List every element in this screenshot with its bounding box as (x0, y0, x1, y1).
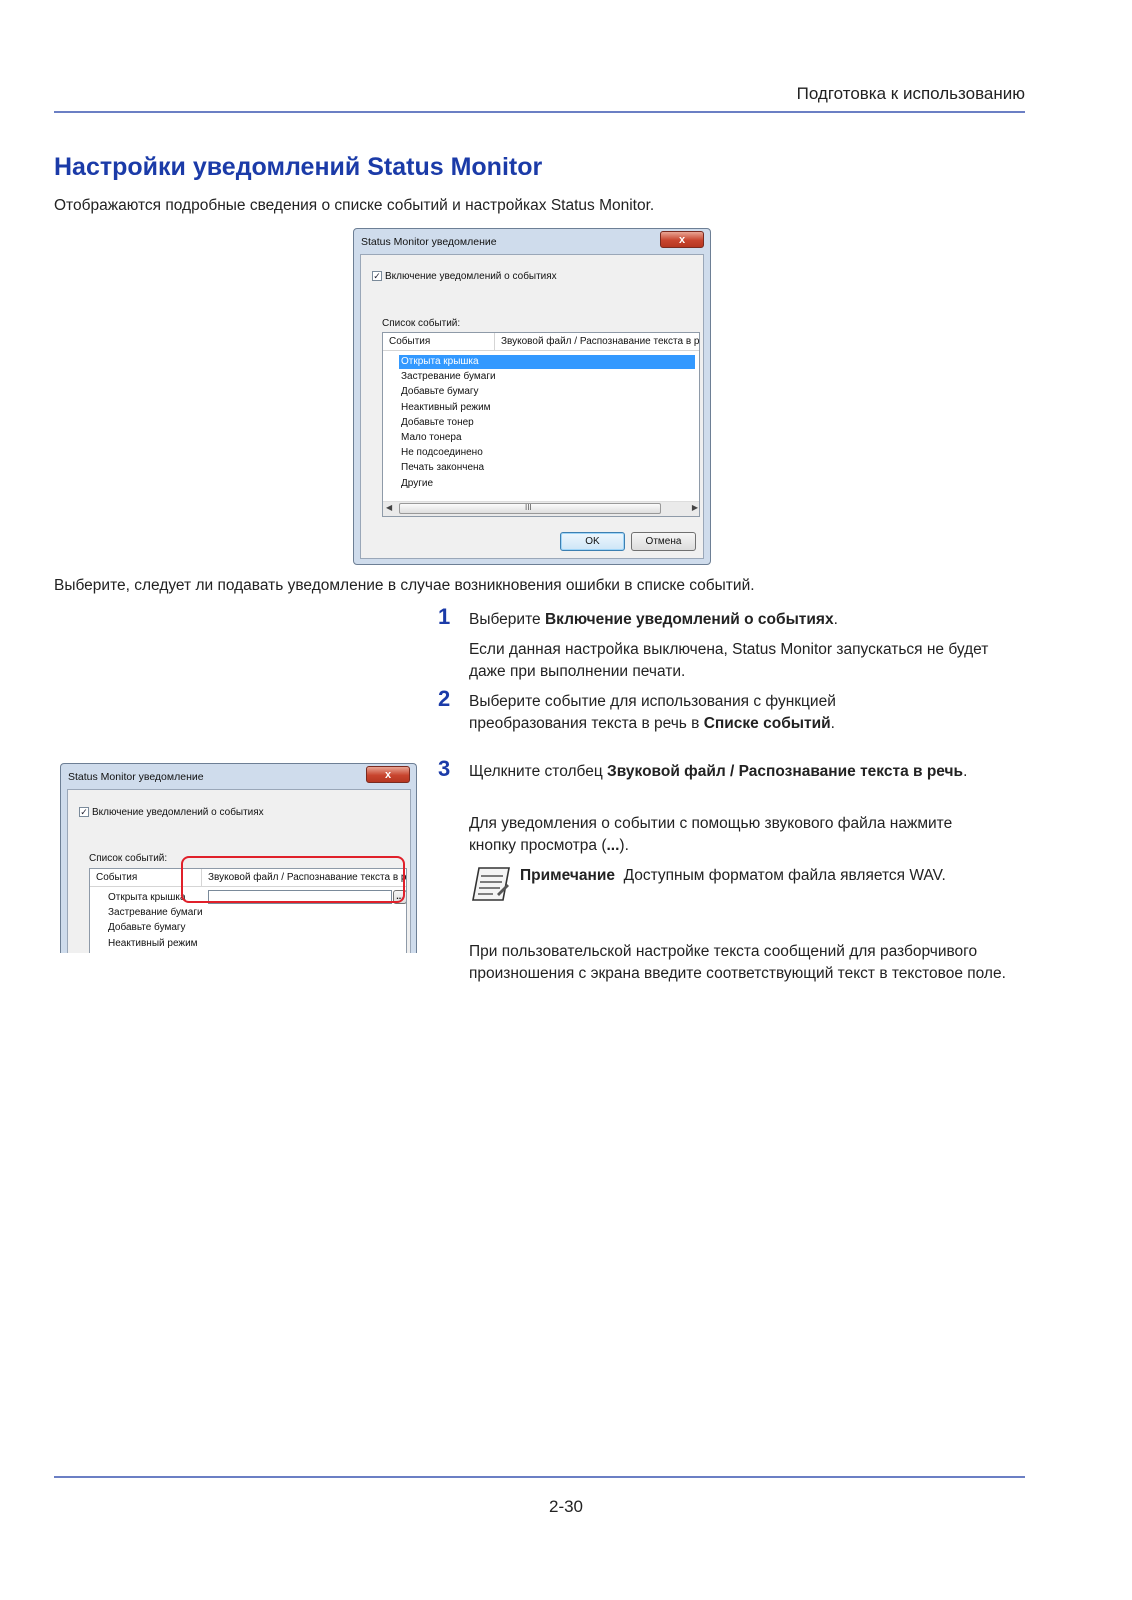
column-divider (494, 333, 495, 351)
close-button[interactable]: x (660, 231, 704, 248)
cancel-button[interactable]: Отмена (631, 532, 696, 551)
dialog-title: Status Monitor уведомление (361, 236, 497, 248)
ok-button[interactable]: OK (560, 532, 625, 551)
step-text-end: . (833, 611, 838, 628)
dialog-title: Status Monitor уведомление (68, 771, 204, 783)
event-notify-checkbox[interactable]: ✓ (80, 807, 88, 817)
page-title: Настройки уведомлений Status Monitor (54, 153, 543, 181)
scroll-grip: III (525, 503, 532, 512)
header-rule (54, 111, 1025, 113)
scroll-right-arrow-icon[interactable]: ▶ (691, 503, 698, 512)
step-bold-term: Звуковой файл / Распознавание текста в речь (607, 763, 964, 780)
event-list-label: Список событий: (382, 318, 461, 329)
event-list-label: Список событий: (89, 853, 168, 864)
event-list[interactable] (382, 332, 700, 517)
footer-rule (54, 1476, 1025, 1478)
event-row[interactable]: Другие (401, 477, 434, 489)
step-text-end: . (830, 715, 835, 732)
event-row[interactable]: Открыта крышка (399, 355, 695, 369)
step-number: 1 (438, 604, 451, 629)
event-row[interactable]: Неактивный режим (401, 401, 491, 413)
event-row[interactable]: Добавьте тонер (401, 416, 474, 428)
column-header-sound[interactable]: Звуковой файл / Распознавание текста в р (208, 872, 406, 883)
event-notify-label: Включение уведомлений о событиях (385, 271, 557, 282)
page-number: 2-30 (548, 1497, 584, 1516)
running-header: Подготовка к использованию (796, 84, 1025, 103)
status-monitor-dialog (353, 228, 711, 565)
column-header-events[interactable]: События (96, 872, 138, 883)
event-row[interactable]: Застревание бумаги (108, 907, 203, 919)
highlight-callout (181, 856, 405, 903)
note-label: Примечание (520, 867, 615, 884)
horizontal-scrollbar[interactable] (383, 501, 700, 516)
step-bold-term: Включение уведомлений о событиях (544, 611, 834, 628)
browse-glyph: ... (606, 837, 620, 854)
select-instruction: Выберите, следует ли подавать уведомление в случае возникновения ошибки в списке событий. (54, 577, 755, 594)
browse-button[interactable]: ... (393, 890, 407, 904)
event-row[interactable]: Застревание бумаги (401, 371, 496, 383)
list-header (383, 333, 700, 351)
step-text-end: . (963, 763, 968, 780)
step-1-text (469, 609, 1009, 631)
note-body: Доступным форматом файла является WAV. (623, 867, 946, 884)
event-row[interactable]: Неактивный режим (108, 937, 198, 949)
status-monitor-dialog-cropped (60, 763, 417, 953)
intro-text: Отображаются подробные сведения о списке событий и настройках Status Monitor. (54, 197, 655, 214)
detail-text: Для уведомления о событии с помощью звукового файла нажмите кнопку просмотра ( (469, 815, 953, 854)
event-notify-label: Включение уведомлений о событиях (92, 807, 264, 818)
custom-text-instruction: При пользовательской настройке текста сообщений для разборчивого произношения с экрана введите соответствующий текст в текстовое поле. (469, 943, 1006, 982)
event-row[interactable]: Не подсоединено (401, 447, 483, 459)
note-text (520, 865, 1000, 887)
note-icon (469, 864, 513, 904)
column-header-sound[interactable]: Звуковой файл / Распознавание текста в р (501, 336, 699, 347)
step-3-detail (469, 813, 969, 857)
step-text: Выберите (469, 611, 545, 628)
step-text: Щелкните столбец (469, 763, 608, 780)
event-row[interactable]: Печать закончена (401, 462, 485, 474)
step-2-text (469, 691, 909, 735)
step-number: 2 (438, 686, 451, 711)
event-row[interactable]: Открыта крышка (108, 892, 186, 903)
close-button[interactable]: x (366, 766, 410, 783)
event-notify-checkbox[interactable]: ✓ (373, 271, 381, 281)
event-row[interactable]: Мало тонера (401, 432, 462, 443)
event-row[interactable]: Добавьте бумагу (401, 386, 479, 398)
step-bold-term: Списке событий (703, 715, 831, 732)
step-3-text (469, 761, 1009, 783)
dialog-client (360, 254, 704, 559)
step-1-detail: Если данная настройка выключена, Status Monitor запускаться не будет даже при выполнении печати. (469, 641, 989, 680)
event-row[interactable]: Добавьте бумагу (108, 922, 186, 934)
step-text: Выберите событие для использования с функцией преобразования текста в речь в (469, 693, 836, 732)
scroll-left-arrow-icon[interactable]: ◀ (386, 503, 393, 512)
scroll-thumb[interactable] (399, 503, 661, 514)
detail-text-end: ). (619, 837, 629, 854)
step-number: 3 (438, 756, 451, 781)
column-header-events[interactable]: События (389, 336, 431, 347)
